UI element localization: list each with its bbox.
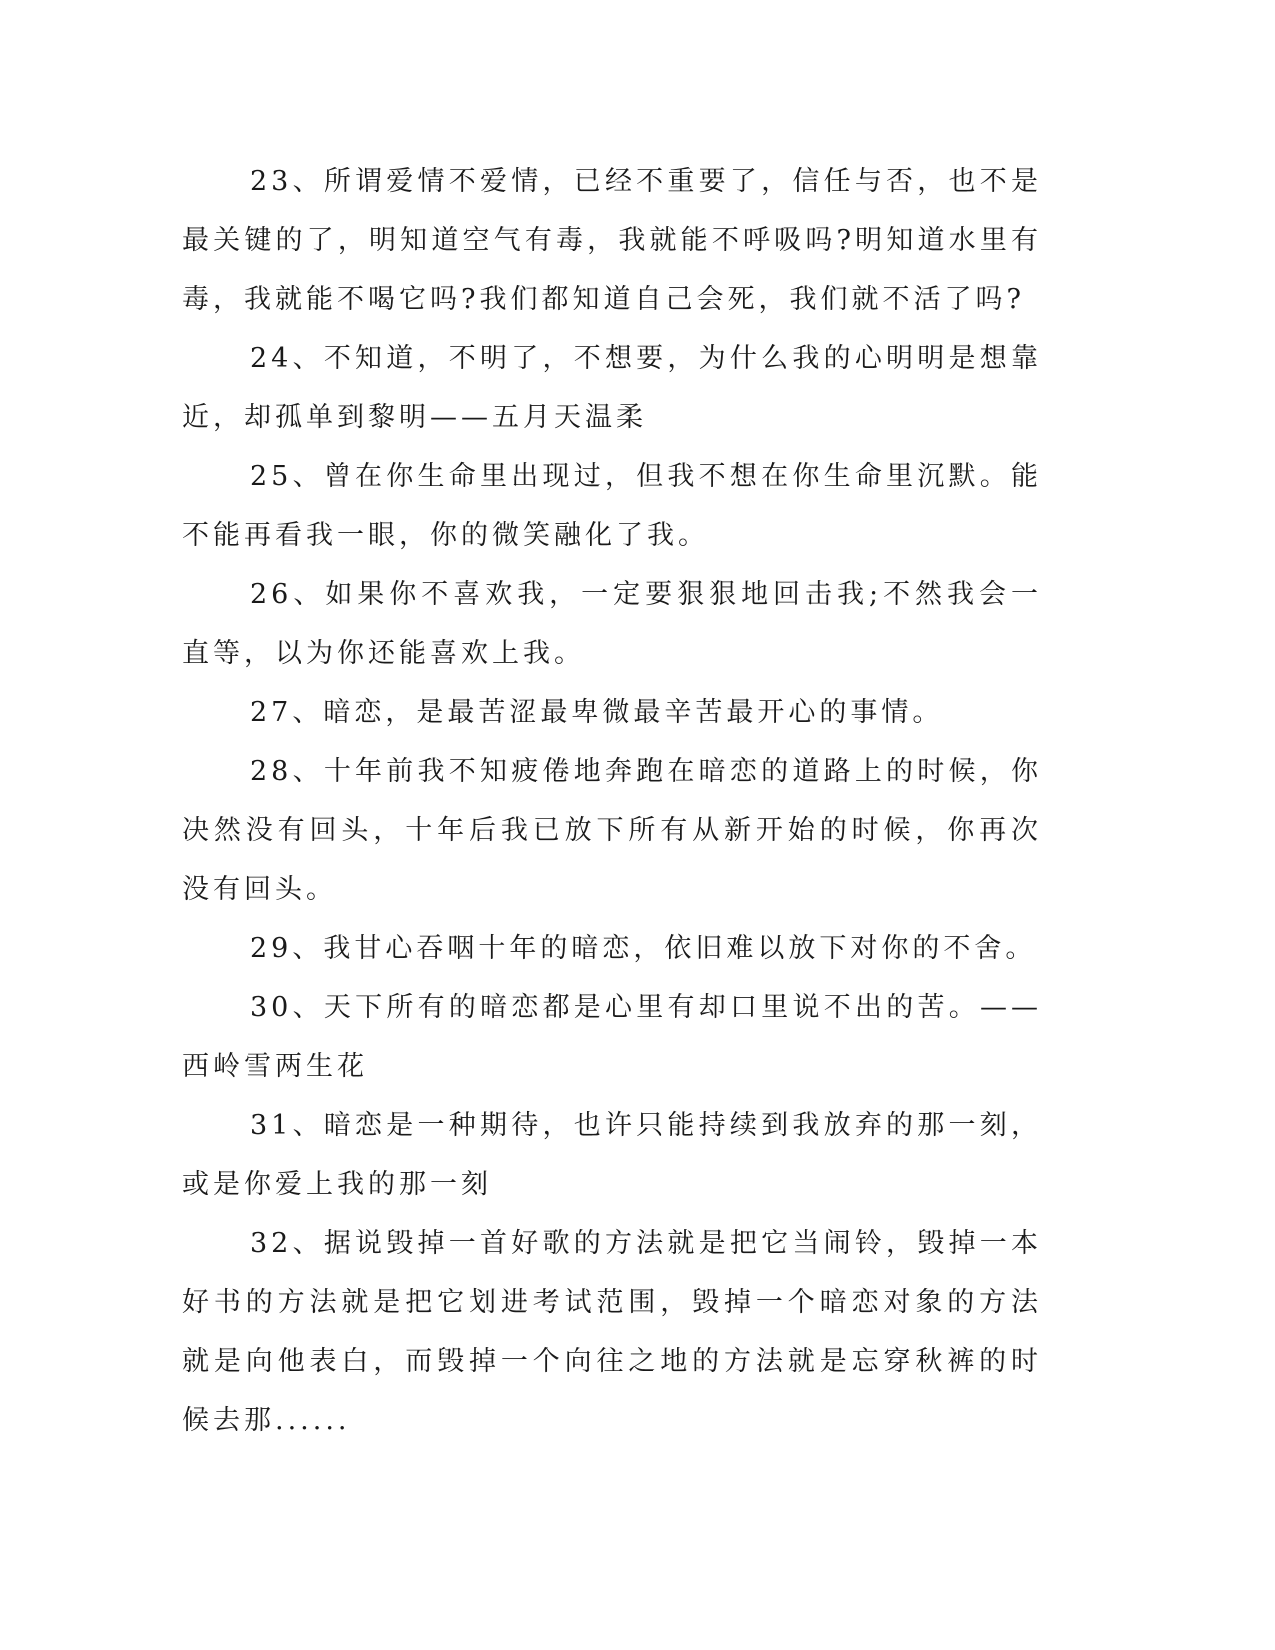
paragraph-32: 32、据说毁掉一首好歌的方法就是把它当闹铃，毁掉一本好书的方法就是把它划进考试范围，毁掉一个暗恋对象的方法就是向他表白，而毁掉一个向往之地的方法就是忘穿秋裤的时候去那...... bbox=[182, 1228, 1042, 1436]
paragraph-29: 29、我甘心吞咽十年的暗恋，依旧难以放下对你的不舍。 bbox=[250, 933, 1037, 964]
paragraph-24: 24、不知道，不明了，不想要，为什么我的心明明是想靠近，却孤单到黎明——五月天温柔 bbox=[182, 343, 1042, 433]
paragraph-27: 27、暗恋，是最苦涩最卑微最辛苦最开心的事情。 bbox=[250, 697, 944, 728]
paragraph-28: 28、十年前我不知疲倦地奔跑在暗恋的道路上的时候，你决然没有回头，十年后我已放下所有从新开始的时候，你再次没有回头。 bbox=[182, 756, 1042, 905]
paragraph-26: 26、如果你不喜欢我，一定要狠狠地回击我;不然我会一直等，以为你还能喜欢上我。 bbox=[182, 579, 1042, 669]
paragraph-23: 23、所谓爱情不爱情，已经不重要了，信任与否，也不是最关键的了，明知道空气有毒，我就能不呼吸吗?明知道水里有毒，我就能不喝它吗?我们都知道自己会死，我们就不活了吗? bbox=[182, 166, 1042, 315]
paragraph-31: 31、暗恋是一种期待，也许只能持续到我放弃的那一刻，或是你爱上我的那一刻 bbox=[182, 1110, 1042, 1200]
document-body bbox=[182, 152, 1042, 1450]
paragraph-25: 25、曾在你生命里出现过，但我不想在你生命里沉默。能不能再看我一眼，你的微笑融化了我。 bbox=[182, 461, 1042, 551]
paragraph-30: 30、天下所有的暗恋都是心里有却口里说不出的苦。——西岭雪两生花 bbox=[182, 992, 1042, 1082]
